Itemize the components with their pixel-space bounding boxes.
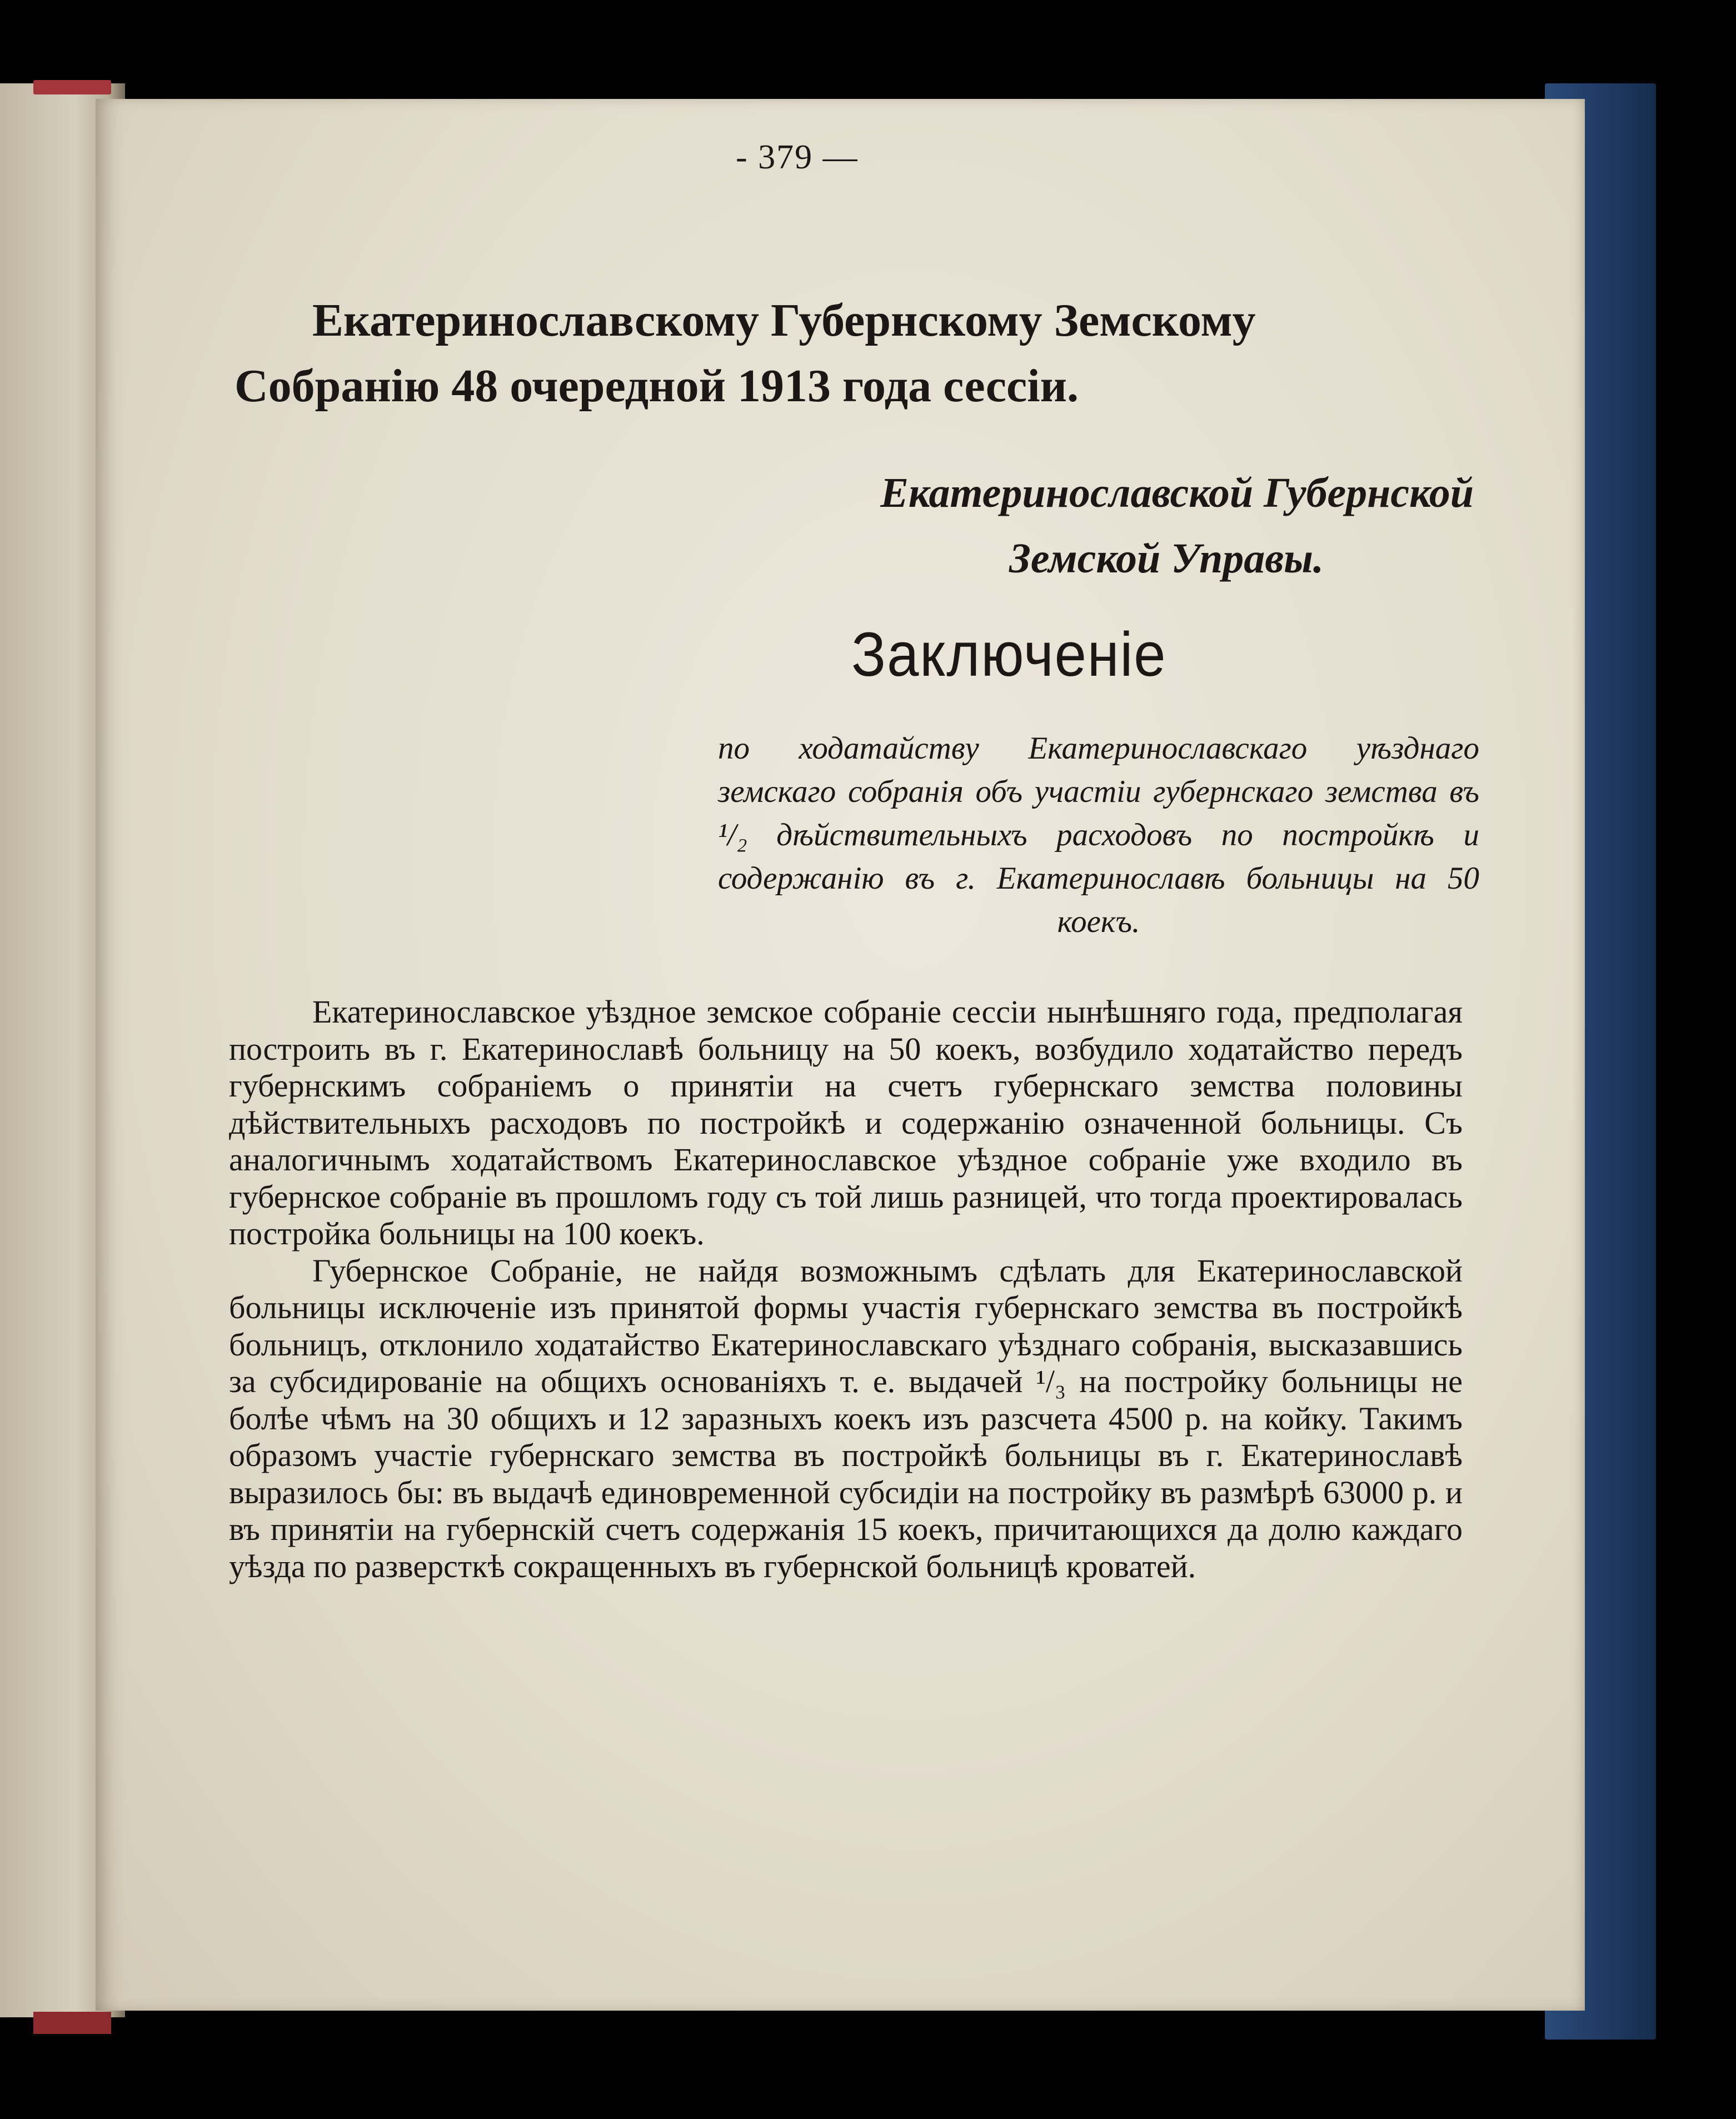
title-line-1: Екатеринославскому Губернскому Земскому [312,295,1256,346]
authority-line-2: Земской Управы. [1009,535,1324,582]
red-binding-top [33,80,111,94]
title-line-2: Собранію 48 очередной 1913 года сессіи. [235,360,1079,412]
section-subtitle: по ходатайству Екатеринославскаго уѣзднаго земскаго собранія объ участіи губернскаго земства въ ¹/₂ дѣйствительныхъ расходовъ по постройкѣ и содержанію въ г. Екатеринославѣ больницы на 50 коекъ. [718,731,1479,939]
document-title [235,288,1468,419]
paragraph-1: Екатеринославское уѣздное земское собраніе сессіи нынѣшняго года, предполагая построить въ г. Екатеринославѣ больницу на 50 коекъ, возбудило ходатайство передъ губернскимъ собраніемъ о принятіи на счетъ губернскаго земства половины дѣйствительныхъ расходовъ по постройкѣ и содержанію означенной больницы. Съ аналогичнымъ ходатайствомъ Екатеринославское уѣздное собраніе уже входило въ губернское собраніе въ прошломъ году съ той лишь разницей, что тогда проектировалась постройка больницы на 100 коекъ. [229,994,1463,1252]
paragraph-2: Губернское Собраніе, не найдя возможнымъ сдѣлать для Екатеринославской больницы исключеніе изъ принятой формы участія губернскаго земства въ постройкѣ больницъ, отклонило ходатайство Екатеринославскаго уѣзднаго собранія, высказавшись за субсидированіе на общихъ основаніяхъ т. е. выдачей ¹/₃ на постройку больницы не болѣе чѣмъ на 30 общихъ и 12 заразныхъ коекъ изъ разсчета 4500 р. на койку. Такимъ образомъ участіе губернскаго земства въ постройкѣ больницы въ г. Екатеринославѣ выразилось бы: въ выдачѣ единовременной субсидіи на постройку въ размѣрѣ 63000 р. и въ принятіи на губернскій счетъ содержанія 15 коекъ, причитающихся да долю каждаго уѣзда по разверсткѣ сокращенныхъ въ губернской больницѣ кроватей. [229,1252,1463,1584]
document-page [96,99,1585,2011]
page-number: - 379 — [736,138,859,176]
body-text [229,994,1463,1585]
section-heading: Заключеніе [851,620,1167,689]
red-binding-bottom [33,2012,111,2034]
authority-line-1: Екатеринославской Губернской [880,470,1474,516]
issuing-authority [674,460,1474,591]
